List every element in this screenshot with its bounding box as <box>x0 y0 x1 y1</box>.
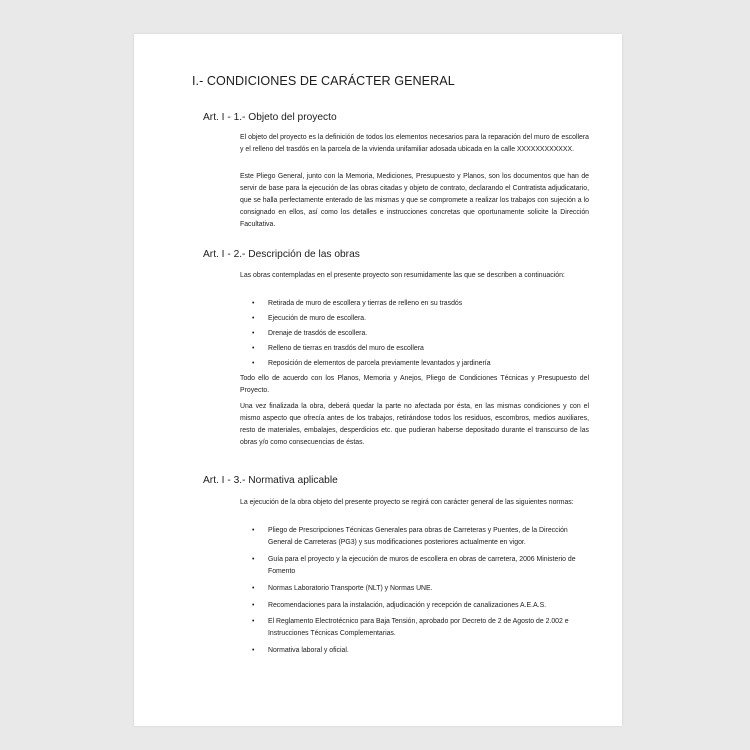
list-item-text: Retirada de muro de escollera y tierras de relleno en su trasdós <box>268 300 463 307</box>
list-item <box>240 600 589 612</box>
article-1-paragraph: Este Pliego General, junto con la Memoria, Mediciones, Presupuesto y Planos, son los documentos que han de servir de base para la ejecución de las obras citadas y objeto de contrato, declarando el Contratista adjudicatario, que se halla perfectamente enterado de las mismas y que se compromete a realizar los trabajos con sujeción a lo consignado en ellos, así como los detalles e instrucciones concretas que oportunamente solicite la Dirección Facultativa. <box>240 173 589 228</box>
article-2-title: Art. I - 2.- Descripción de las obras <box>203 249 360 260</box>
bullet-icon: • <box>252 555 255 563</box>
list-item-text: Relleno de tierras en trasdós del muro de escollera <box>268 345 424 353</box>
article-2-intro: Las obras contempladas en el presente proyecto son resumidamente las que se describen a continuación: <box>240 272 565 279</box>
list-item-text: Pliego de Prescripciones Técnicas Generales para obras de Carreteras y Puentes, de la Dirección General de Carreteras (PG3) y sus modificaciones posteriores actualmente en vigor. <box>268 527 568 546</box>
bullet-icon: • <box>252 360 255 368</box>
list-item <box>240 583 589 595</box>
bullet-icon: • <box>252 315 255 323</box>
list-item-text: Normativa laboral y oficial. <box>268 647 349 655</box>
article-1-paragraph: El objeto del proyecto es la definición de todos los elementos necesarios para la reparación del muro de escollera y el relleno del trasdós en la parcela de la vivienda unifamiliar adosada ubicada en la calle XXXXXXXXXXXX. <box>240 134 589 153</box>
list-item <box>240 343 589 355</box>
bullet-icon: • <box>252 601 255 609</box>
bullet-icon: • <box>252 300 255 307</box>
list-item-text: Normas Laboratorio Transporte (NLT) y Normas UNE. <box>268 584 433 592</box>
list-item <box>240 358 589 370</box>
article-3-bullet-list <box>240 525 589 662</box>
article-2-bullet-list <box>240 298 589 373</box>
section-title: I.- CONDICIONES DE CARÁCTER GENERAL <box>192 74 455 88</box>
list-item-text: Recomendaciones para la instalación, adjudicación y recepción de canalizaciones A.E.A.S. <box>268 601 547 609</box>
list-item <box>240 554 589 578</box>
bullet-icon: • <box>252 584 255 592</box>
list-item <box>240 616 589 640</box>
list-item-text: Ejecución de muro de escollera. <box>268 315 367 323</box>
bullet-icon: • <box>252 618 255 626</box>
list-item-text: Drenaje de trasdós de escollera. <box>268 330 368 338</box>
list-item-text: Reposición de elementos de parcela previamente levantados y jardinería <box>268 360 491 368</box>
article-2-paragraph: Todo ello de acuerdo con los Planos, Memoria y Anejos, Pliego de Condiciones Técnicas y Presupuesto del Proyecto. <box>240 375 589 394</box>
list-item <box>240 328 589 340</box>
article-3-title: Art. I - 3.- Normativa aplicable <box>203 475 338 486</box>
list-item-text: Guía para el proyecto y la ejecución de muros de escollera en obras de carretera, 2006 Ministerio de Fomento <box>268 555 576 575</box>
list-item <box>240 313 589 325</box>
list-item-text: El Reglamento Electrotécnico para Baja Tensión, aprobado por Decreto de 2 de Agosto de 2.002 e Instrucciones Técnicas Complementarias. <box>268 618 569 638</box>
list-item <box>240 525 589 549</box>
article-1-title: Art. I - 1.- Objeto del proyecto <box>203 112 337 123</box>
article-2-paragraph: Una vez finalizada la obra, deberá quedar la parte no afectada por ésta, en las mismas condiciones y con el mismo aspecto que ofrecía antes de los trabajos, retirándose todos los residuos, escombros, medios auxiliares, resto de materiales, embalajes, desperdicios etc. que pudieran haberse depositado durante el transcurso de las obras y/o como consecuencias de éstas. <box>240 403 589 446</box>
list-item <box>240 645 589 657</box>
bullet-icon: • <box>252 527 255 534</box>
bullet-icon: • <box>252 345 255 353</box>
article-3-intro: La ejecución de la obra objeto del presente proyecto se regirá con carácter general de las siguientes normas: <box>240 499 574 506</box>
bullet-icon: • <box>252 330 255 338</box>
bullet-icon: • <box>252 647 255 655</box>
list-item <box>240 298 589 310</box>
document-page <box>134 34 622 726</box>
